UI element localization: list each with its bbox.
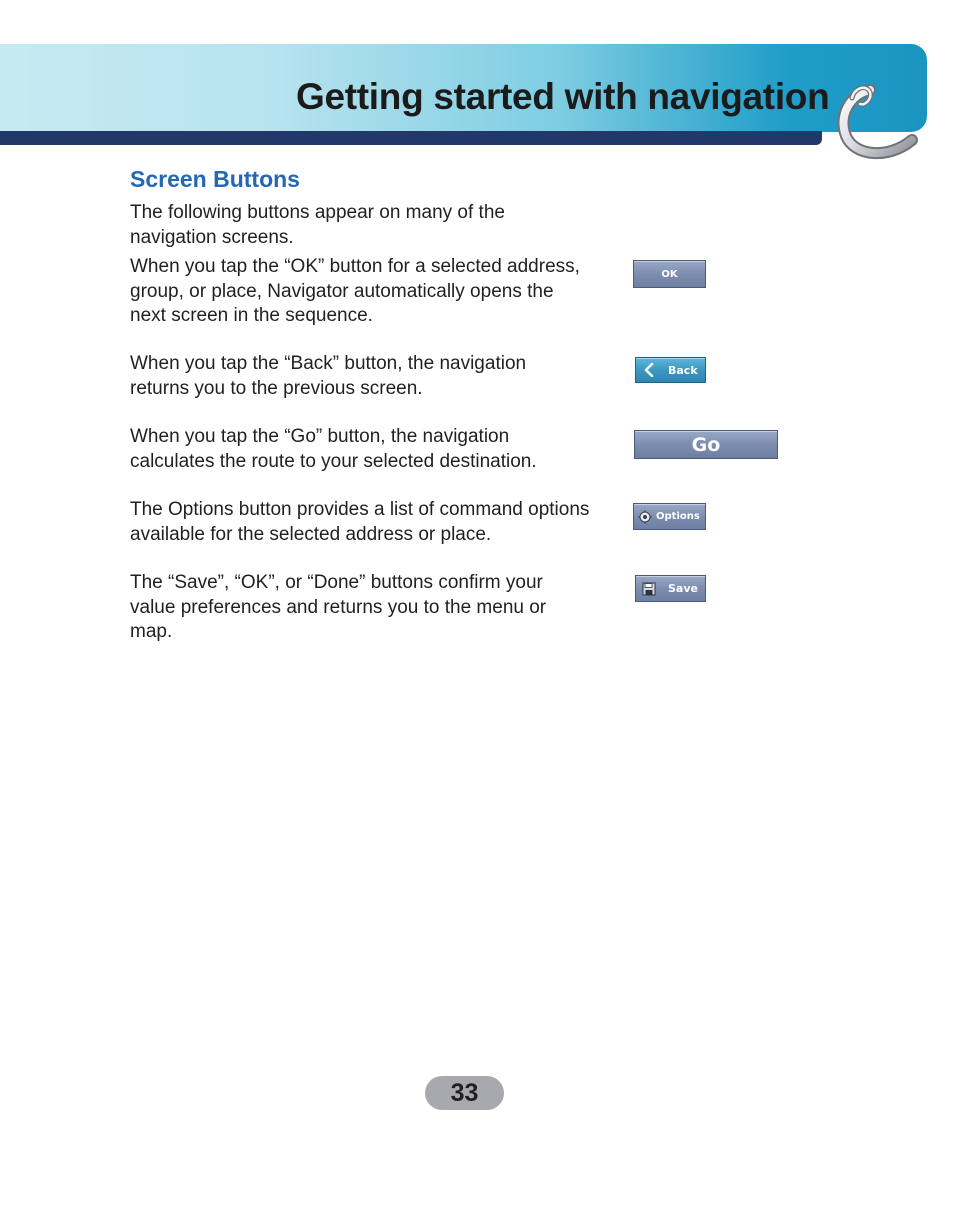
back-button-label: Back [668, 363, 698, 377]
page-title: Getting started with navigation [296, 76, 830, 117]
save-button-label: Save [668, 582, 698, 595]
go-button-label: Go [691, 433, 721, 456]
section-title: Screen Buttons [130, 166, 300, 192]
gear-icon [638, 510, 652, 524]
ok-button-label: OK [661, 268, 678, 280]
options-button-label: Options [656, 511, 700, 522]
save-description: The “Save”, “OK”, or “Done” buttons confirm your value preferences and returns you to the menu or map. [130, 572, 547, 642]
back-button[interactable] [635, 357, 706, 383]
floppy-disk-icon [642, 582, 656, 596]
intro-paragraph: The following buttons appear on many of the navigation screens. [130, 202, 505, 248]
options-description: The Options button provides a list of command options available for the selected address or place. [130, 499, 590, 545]
go-button[interactable] [634, 430, 778, 459]
save-button[interactable] [635, 575, 706, 602]
go-description: When you tap the “Go” button, the navigation calculates the route to your selected destination. [130, 426, 537, 472]
chevron-left-icon [644, 363, 654, 377]
header-underline-bar [0, 131, 822, 145]
back-description: When you tap the “Back” button, the navigation returns you to the previous screen. [130, 353, 527, 399]
ok-button[interactable] [633, 260, 706, 288]
ring-logo-icon [830, 80, 920, 162]
ok-description: When you tap the “OK” button for a selected address, group, or place, Navigator automatically opens the next screen in the sequence. [130, 256, 580, 326]
options-button[interactable] [633, 503, 706, 530]
page-number: 33 [425, 1076, 504, 1110]
